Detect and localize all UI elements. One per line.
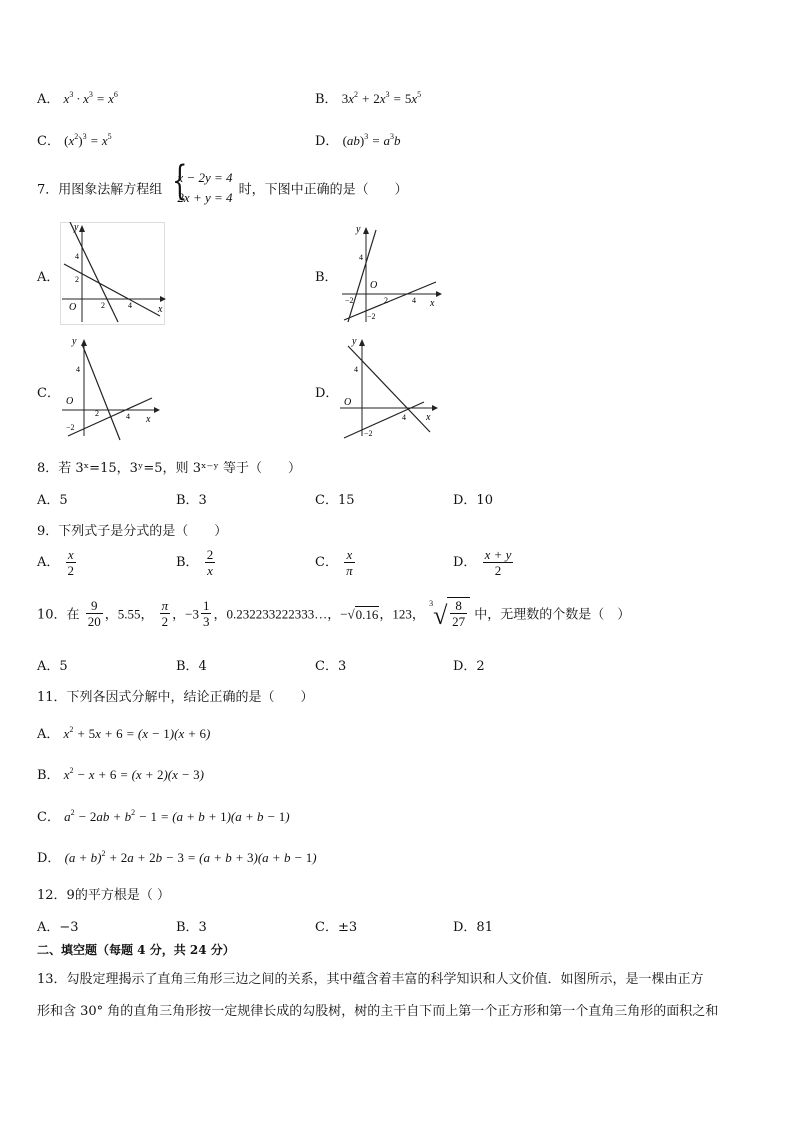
q9-d-fraction: $\frac{x + y}{2}$	[484, 547, 512, 578]
y-axis-arrow-icon	[359, 339, 365, 346]
line-2x-plus-y	[82, 344, 120, 440]
q8-option-c[interactable]: C．15	[315, 493, 355, 508]
q7-option-c-label[interactable]: C．	[37, 386, 60, 401]
line-x-minus-2y	[344, 402, 424, 438]
x-label: x	[430, 298, 435, 309]
q9-option-a[interactable]: A． $\frac{x}{2}$	[37, 547, 75, 578]
q11-option-a[interactable]: A． $x^2 + 5x + 6 = (x - 1)(x + 6)$	[37, 725, 211, 742]
q12-stem: 12．9的平方根是（ ）	[37, 888, 170, 903]
q10-cube-root: 3 √ $\frac{8}{27}$	[429, 597, 470, 629]
q6-option-c[interactable]: C． $(x^2)^3 = x^5$	[37, 132, 112, 149]
tick-x-4: 4	[128, 301, 132, 310]
q11-stem: 11．下列各因式分解中，结论正确的是（ ）	[37, 690, 314, 705]
y-axis-arrow-icon	[363, 227, 369, 234]
q7-graph-b[interactable]	[340, 222, 444, 326]
y-axis-arrow-icon	[79, 225, 85, 232]
q9-option-c[interactable]: C． $\frac{x}{\pi}$	[315, 547, 353, 578]
q11-option-d[interactable]: D． $(a + b)^2 + 2a + 2b - 3 = (a + b + 3)(a + b - 1)$	[37, 849, 317, 866]
q7-graph-a[interactable]	[60, 222, 168, 326]
q10-option-d[interactable]: D．2	[453, 659, 485, 674]
section-title: 二、填空题（每题 4 分，共 24 分）	[37, 943, 235, 957]
q9-option-b[interactable]: B． $\frac{2}{x}$	[176, 547, 214, 578]
q11-c-expr: $a^2 - 2ab + b^2 - 1 = (a + b + 1)(a + b - 1)$	[64, 808, 290, 824]
line-2x-plus-y	[348, 346, 430, 432]
q11-d-expr: $(a + b)^2 + 2a + 2b - 3 = (a + b + 3)(a + b - 1)$	[64, 849, 317, 865]
y-label: y	[74, 222, 79, 233]
q12-option-d[interactable]: D．81	[453, 920, 493, 935]
q13-line-1: 13．勾股定理揭示了直角三角形三边之间的关系，其中蕴含着丰富的科学知识和人文价值．如图所示，是一棵由正方	[37, 972, 704, 987]
q13-line-2: 形和含 30° 角的直角三角形按一定规律长成的勾股树，树的主干自下而上第一个正方形和第一个直角三角形的面积之和	[37, 1004, 719, 1019]
tick-y-4: 4	[359, 253, 363, 262]
q9-c-fraction: $\frac{x}{\pi}$	[346, 547, 353, 578]
tick-y-4: 4	[75, 252, 79, 261]
q9-stem: 9．下列式子是分式的是（ ）	[37, 524, 228, 539]
q7-graph-c[interactable]	[60, 332, 164, 442]
q10-stem: 10．在 $\frac{9}{20}$ ，5.55， $\frac{\pi}{2}$ ，−3 $\frac{1}{3}$ ，0.232233222333…，−√0.16，123， 3 √ $\frac{8}{27}$ 中，无理数的个数是（ ）	[37, 597, 631, 630]
origin-label: O	[66, 396, 74, 407]
line-x-minus-2y	[344, 282, 436, 320]
q8-stem: 8．若 3ˣ=15，3ʸ=5，则 3ˣ⁻ʸ 等于（ ）	[37, 461, 301, 476]
q6-c-expr: $(x^2)^3 = x^5$	[64, 132, 112, 148]
tick-x-2: 2	[101, 301, 105, 310]
q6-option-a[interactable]: A． $x^3 \cdot x^3 = x^6$	[37, 90, 118, 107]
q6-b-expr: $3x^2 + 2x^3 = 5x^5$	[341, 90, 422, 106]
q7-option-b-label[interactable]: B．	[315, 270, 338, 285]
tick-y-neg2: −2	[367, 312, 376, 321]
q7-graph-d[interactable]	[338, 332, 442, 442]
q12-option-b[interactable]: B．3	[176, 920, 207, 935]
tick-y-neg2: −2	[66, 423, 75, 432]
x-axis-arrow-icon	[160, 296, 166, 302]
tick-x-neg2: −2	[345, 296, 354, 305]
line-x-minus-2y	[68, 398, 152, 436]
tick-x-4: 4	[412, 296, 416, 305]
q10-frac-9-20: $\frac{9}{20}$	[87, 597, 101, 629]
q10-frac-1-3: $\frac{1}{3}$	[202, 597, 210, 629]
q11-option-c[interactable]: C． $a^2 - 2ab + b^2 - 1 = (a + b + 1)(a + b - 1)$	[37, 808, 290, 825]
q9-a-fraction: $\frac{x}{2}$	[67, 547, 75, 578]
q6-a-expr: $x^3 \cdot x^3 = x^6$	[63, 90, 118, 106]
q7-equation-system: { x − 2y = 4 2x + y = 4	[172, 158, 233, 205]
tick-y-4: 4	[76, 365, 80, 374]
q10-option-b[interactable]: B．4	[176, 659, 207, 674]
q12-option-a[interactable]: A．−3	[37, 920, 79, 935]
q8-option-a[interactable]: A．5	[37, 493, 68, 508]
q10-option-a[interactable]: A．5	[37, 659, 68, 674]
tick-x-4: 4	[126, 412, 130, 421]
q9-b-fraction: $\frac{2}{x}$	[206, 547, 214, 578]
origin-label: O	[344, 397, 352, 408]
q6-option-d[interactable]: D． $(ab)^3 = a^3b$	[315, 132, 401, 149]
x-label: x	[146, 414, 151, 425]
x-axis-arrow-icon	[436, 291, 442, 297]
q12-option-c[interactable]: C．±3	[315, 920, 358, 935]
q7-stem: 7．用图象法解方程组 { x − 2y = 4 2x + y = 4 时，下图中正确的是（ ）	[37, 168, 408, 208]
y-label: y	[72, 336, 77, 347]
q7-option-a-label[interactable]: A．	[37, 270, 60, 285]
tick-x-2: 2	[95, 409, 99, 418]
line-2x-plus-y	[70, 222, 118, 322]
q10-option-c[interactable]: C．3	[315, 659, 347, 674]
x-label: x	[426, 412, 431, 423]
q10-frac-pi-2: $\frac{\pi}{2}$	[161, 597, 169, 629]
tick-y-4: 4	[354, 365, 358, 374]
q11-option-b[interactable]: B． $x^2 - x + 6 = (x + 2)(x - 3)$	[37, 766, 205, 783]
q6-d-expr: $(ab)^3 = a^3b$	[342, 132, 401, 148]
left-brace-icon: {	[172, 158, 188, 204]
q8-option-b[interactable]: B．3	[176, 493, 207, 508]
q9-option-d[interactable]: D． $\frac{x + y}{2}$	[453, 547, 512, 578]
q6-option-b[interactable]: B． $3x^2 + 2x^3 = 5x^5$	[315, 90, 422, 107]
y-label: y	[352, 336, 357, 347]
tick-y-2: 2	[75, 275, 79, 284]
tick-x-4: 4	[402, 413, 406, 422]
origin-label: O	[370, 280, 378, 291]
y-label: y	[356, 224, 361, 235]
x-label: x	[158, 304, 163, 315]
q8-option-d[interactable]: D．10	[453, 493, 493, 508]
q11-a-expr: $x^2 + 5x + 6 = (x - 1)(x + 6)$	[63, 725, 211, 741]
origin-label: O	[69, 302, 77, 313]
x-axis-arrow-icon	[432, 405, 438, 411]
q7-option-d-label[interactable]: D．	[315, 386, 339, 401]
x-axis-arrow-icon	[154, 407, 160, 413]
tick-y-neg2: −2	[364, 429, 373, 438]
q11-b-expr: $x^2 - x + 6 = (x + 2)(x - 3)$	[63, 766, 205, 782]
tick-x-2: 2	[384, 296, 388, 305]
